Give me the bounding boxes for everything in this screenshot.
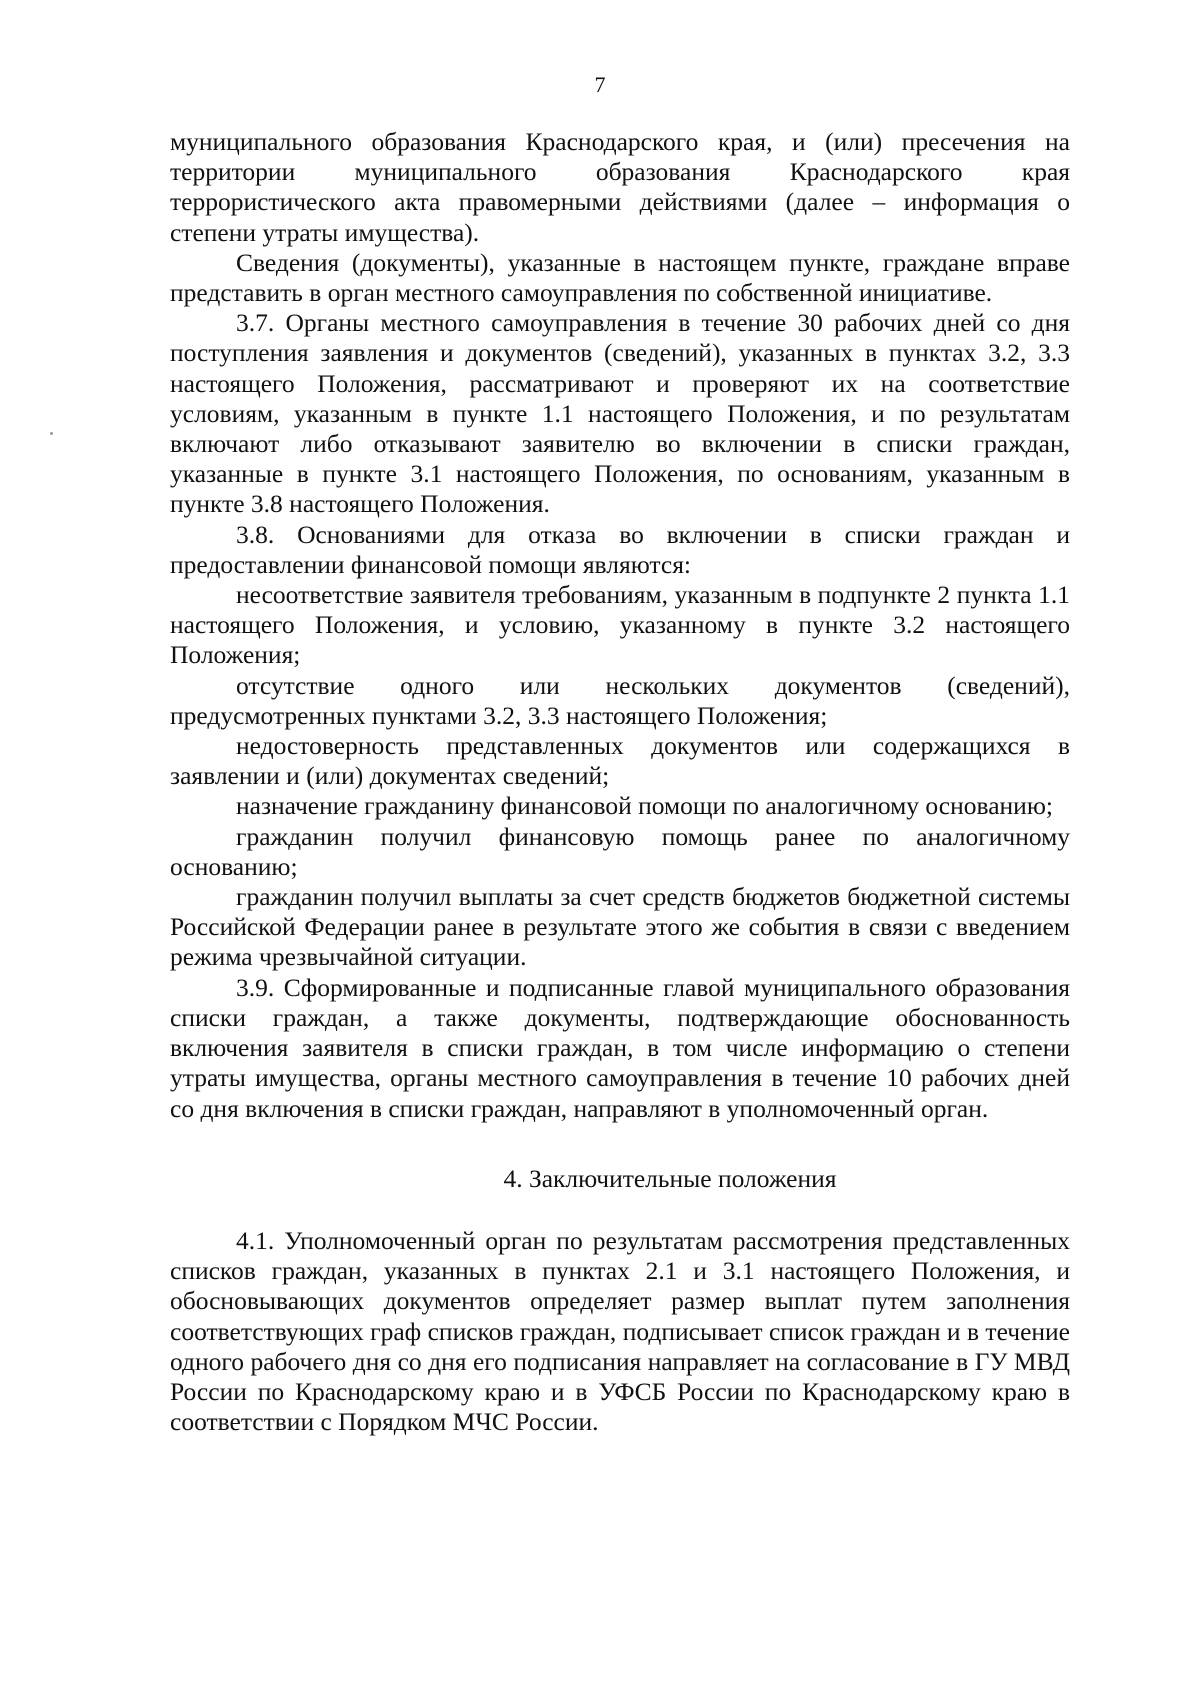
body-text-lower	[170, 1226, 1070, 1437]
refusal-ground-4: назначение гражданину финансовой помощи по аналогичному основанию;	[236, 791, 1053, 821]
refusal-ground-6: гражданин получил выплаты за счет средств бюджетов бюджетной системы Российской Федерации ранее в результате этого же события в связи с введением режима чрезвычайной ситуации.	[170, 882, 1070, 972]
paragraph-continuation: муниципального образования Краснодарского края, и (или) пресечения на территории муниципального образования Краснодарского края террористического акта правомерными действиями (далее – информация о степени утраты имущества).	[170, 127, 1070, 247]
body-text-upper	[170, 127, 1070, 1124]
refusal-ground-2: отсутствие одного или нескольких документов (сведений), предусмотренных пунктами 3.2, 3.3 настоящего Положения;	[170, 670, 1070, 730]
paragraph-3-7: 3.7. Органы местного самоуправления в течение 30 рабочих дней со дня поступления заявления и документов (сведений), указанных в пунктах 3.2, 3.3 настоящего Положения, рассматривают и проверяют их на соответствие условиям, указанным в пункте 1.1 настоящего Положения, и по результатам включают либо отказывают заявителю во включении в списки граждан, указанные в пункте 3.1 настоящего Положения, по основаниям, указанным в пункте 3.8 настоящего Положения.	[170, 308, 1070, 519]
paragraph-3-8: 3.8. Основаниями для отказа во включении в списки граждан и предоставлении финансовой помощи являются:	[170, 519, 1070, 579]
paragraph-3-9: 3.9. Сформированные и подписанные главой муниципального образования списки граждан, а также документы, подтверждающие обоснованность включения заявителя в списки граждан, в том числе информацию о степени утраты имущества, органы местного самоуправления в течение 10 рабочих дней со дня включения в списки граждан, направляют в уполномоченный орган.	[170, 972, 1070, 1123]
scan-speck	[50, 432, 53, 435]
section-heading: 4. Заключительные положения	[503, 1164, 837, 1193]
page-number: 7	[594, 72, 606, 97]
paragraph-4-1: 4.1. Уполномоченный орган по результатам рассмотрения представленных списков граждан, указанных в пунктах 2.1 и 3.1 настоящего Положения, и обосновывающих документов определяет размер выплат путем заполнения соответствующих граф списков граждан, подписывает список граждан и в течение одного рабочего дня со дня его подписания направляет на согласование в ГУ МВД России по Краснодарскому краю и в УФСБ России по Краснодарскому краю в соответствии с Порядком МЧС России.	[170, 1226, 1070, 1437]
refusal-ground-3: недостоверность представленных документов или содержащихся в заявлении и (или) документах сведений;	[170, 731, 1070, 791]
paragraph-documents-optional: Сведения (документы), указанные в настоящем пункте, граждане вправе представить в орган местного самоуправления по собственной инициативе.	[170, 247, 1070, 308]
refusal-ground-1: несоответствие заявителя требованиям, указанным в подпункте 2 пункта 1.1 настоящего Положения, и условию, указанному в пункте 3.2 настоящего Положения;	[170, 580, 1070, 670]
refusal-ground-5: гражданин получил финансовую помощь ранее по аналогичному основанию;	[170, 821, 1070, 881]
